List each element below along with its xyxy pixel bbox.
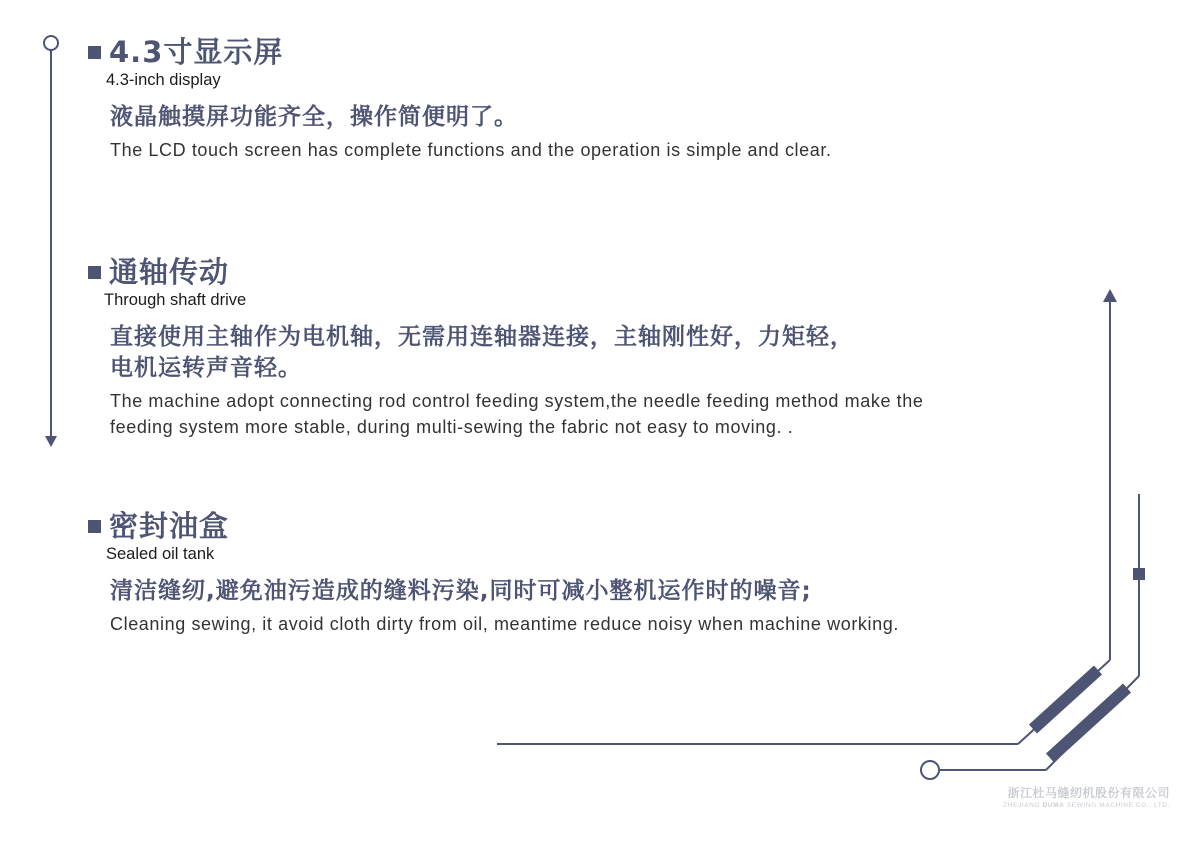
description-en-line: The LCD touch screen has complete functions and the operation is simple and clear. bbox=[110, 140, 832, 160]
feature-description-en bbox=[110, 388, 1118, 440]
feature-subtitle: 4.3-inch display bbox=[106, 71, 221, 89]
feature-title: 密封油盒 bbox=[109, 509, 230, 543]
description-en-line: The machine adopt connecting rod control feeding system,the needle feeding method make the bbox=[110, 391, 924, 411]
feature-subtitle: Sealed oil tank bbox=[106, 545, 215, 563]
feature-description-en bbox=[110, 611, 1118, 637]
description-cn-line: 清洁缝纫,避免油污造成的缝料污染,同时可减小整机运作时的噪音; bbox=[110, 578, 812, 604]
feature-display bbox=[88, 34, 1118, 163]
bottom-line-circle bbox=[921, 761, 939, 779]
company-name-prefix: ZHEJIANG bbox=[1003, 802, 1041, 809]
description-en-line: feeding system more stable, during multi-sewing the fabric not easy to moving. . bbox=[110, 417, 794, 437]
description-cn-line: 液晶触摸屏功能齐全，操作简便明了。 bbox=[110, 104, 518, 130]
feature-heading bbox=[88, 508, 1118, 544]
company-logo bbox=[970, 785, 1170, 810]
feature-heading bbox=[88, 34, 1118, 70]
square-bullet-icon bbox=[88, 520, 101, 533]
feature-description-cn bbox=[110, 322, 1118, 384]
square-bullet-icon bbox=[88, 46, 101, 59]
feature-description-en bbox=[110, 137, 1118, 163]
company-name-cn: 浙江杜马缝纫机股份有限公司 bbox=[1007, 786, 1170, 800]
feature-description-cn bbox=[110, 576, 1118, 607]
company-name-suffix: SEWING MACHINE CO., LTD. bbox=[1066, 802, 1170, 809]
feature-shaft-drive bbox=[88, 254, 1118, 440]
feature-title: 4.3寸显示屏 bbox=[109, 35, 284, 69]
description-en-line: Cleaning sewing, it avoid cloth dirty from oil, meantime reduce noisy when machine working. bbox=[110, 614, 899, 634]
feature-subtitle: Through shaft drive bbox=[104, 291, 247, 309]
company-name-en bbox=[970, 801, 1170, 810]
description-cn-line: 电机运转声音轻。 bbox=[110, 355, 302, 381]
feature-oil-tank bbox=[88, 508, 1118, 637]
feature-heading bbox=[88, 254, 1118, 290]
feature-title: 通轴传动 bbox=[109, 255, 230, 289]
description-cn-line: 直接使用主轴作为电机轴，无需用连轴器连接，主轴刚性好，力矩轻， bbox=[110, 324, 854, 350]
right-line-square bbox=[1133, 568, 1145, 580]
left-line-circle bbox=[44, 36, 58, 50]
square-bullet-icon bbox=[88, 266, 101, 279]
company-brand: DUMA bbox=[1042, 802, 1065, 809]
feature-description-cn bbox=[110, 102, 1118, 133]
left-down-arrow bbox=[45, 436, 57, 447]
